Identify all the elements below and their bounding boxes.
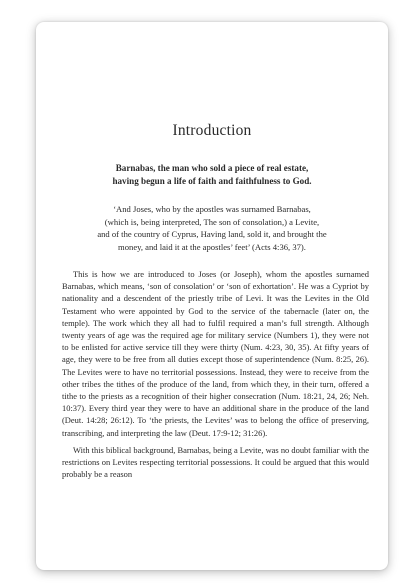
subtitle-line: having begun a life of faith and faithfulness to God. bbox=[112, 176, 312, 186]
page-title: Introduction bbox=[172, 122, 252, 139]
scripture-quote bbox=[60, 203, 364, 253]
subtitle-line: Barnabas, the man who sold a piece of real estate, bbox=[115, 163, 309, 173]
paragraph: This is how we are introduced to Joses (or Joseph), whom the apostles surnamed Barnabas, which means, ‘son of consolation’ or ‘son of exhortation’. He was a Cypriot by nationality and a descendent of the priestly tribe of Levi. It was the Levites in the Old Testament who were appointed by God to the service of the tabernacle (later on, the temple). The work which they all had to fulfil required a man’s full strength. Although twenty years of age was the required age for military service (Numbers 1), they were not to be enlisted for active service till they were thirty (Num. 4:23, 30, 35). At fifty years of age, they were to be free from all duties except those of superintendence (Num. 8:25, 26). The Levites were to have no territorial possessions. Instead, they were to receive from the other tribes the tithes of the produce of the land, from which they, in their turn, offered a tithe to the priests as a recognition of their higher consecration (Num. 18:21, 24, 26; Neh. 10:37). Every third year they were to have an additional share in the produce of the land (Deut. 14:28; 26:12). To ‘the priests, the Levites’ was to belong the office of preserving, transcribing, and interpreting the law (Deut. 17:9-12; 31:26). bbox=[62, 269, 369, 438]
chapter-subtitle bbox=[56, 162, 368, 188]
quote-line: money, and laid it at the apostles’ feet’ (Acts 4:36, 37). bbox=[118, 241, 306, 252]
body-text bbox=[62, 268, 369, 485]
quote-line: (which is, being interpreted, The son of consolation,) a Levite, bbox=[104, 216, 320, 227]
quote-line: and of the country of Cyprus, Having land, sold it, and brought the bbox=[97, 229, 327, 240]
quote-line: ‘And Joses, who by the apostles was surnamed Barnabas, bbox=[113, 204, 311, 214]
paragraph: With this biblical background, Barnabas, being a Levite, was no doubt familiar with the restrictions on Levites respecting territorial possessions. It could be argued that this would probably be a reason bbox=[62, 444, 369, 480]
book-page bbox=[36, 22, 388, 570]
